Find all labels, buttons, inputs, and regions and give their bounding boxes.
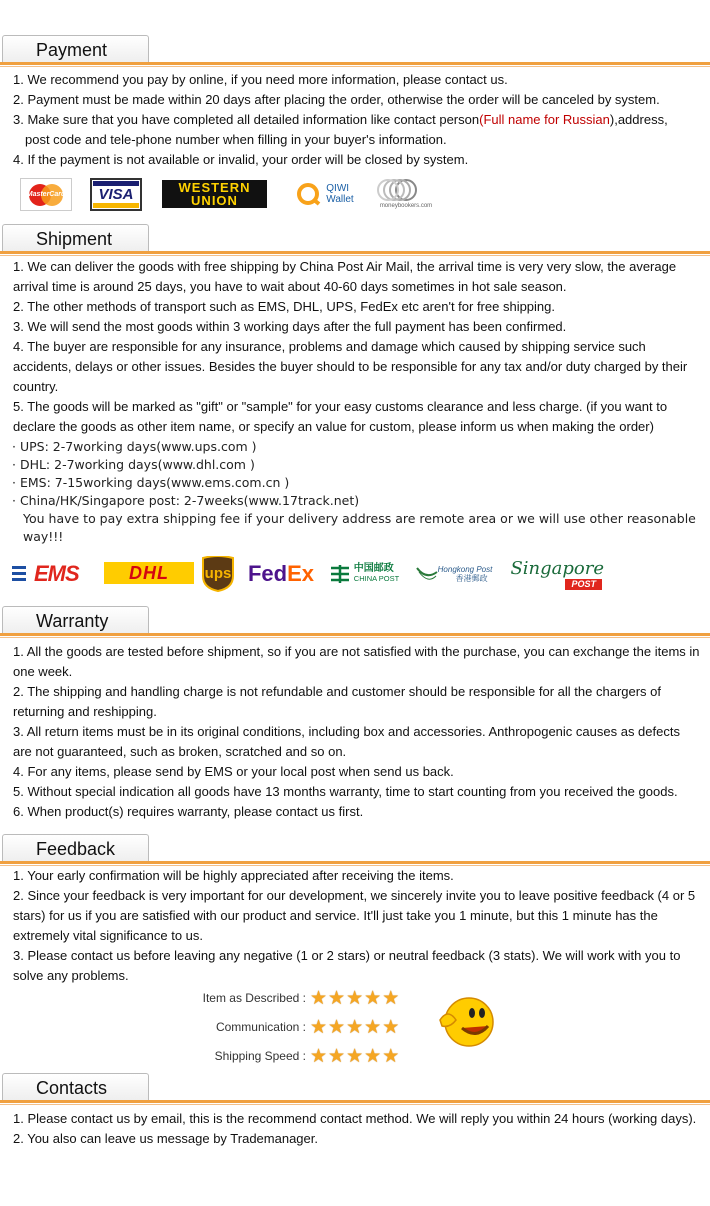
five-star-rating (310, 1018, 399, 1037)
warranty-header (0, 606, 710, 636)
rating-label: Shipping Speed : (214, 1049, 306, 1063)
western-union-logo: WESTERN UNION (162, 180, 267, 208)
shipping-method-ups: · UPS: 2-7working days(www.ups.com ) (12, 439, 257, 454)
warranty-item: 4. For any items, please send by EMS or your local post when send us back. (13, 764, 454, 779)
star-icon: ★ (310, 1016, 328, 1038)
hongkong-post-logo: Hongkong Post 香港郵政 (412, 560, 496, 588)
star-icon: ★ (364, 987, 382, 1009)
shipment-title: Shipment (2, 224, 149, 252)
star-icon: ★ (346, 1045, 364, 1067)
section-divider-thin (0, 255, 710, 256)
star-icon: ★ (346, 1016, 364, 1038)
contacts-title: Contacts (2, 1073, 149, 1101)
section-divider (0, 1100, 710, 1103)
feedback-header (0, 834, 710, 864)
warranty-item: 5. Without special indication all goods have 13 months warranty, time to start counting from you received the goods. (13, 784, 678, 799)
section-divider (0, 251, 710, 254)
warranty-item: 3. All return items must be in its original conditions, including box and accessories. Anthropogenic causes as defects are not guaranteed, such as broken, scratched and so on. (13, 724, 680, 759)
star-icon: ★ (310, 1045, 328, 1067)
star-icon: ★ (346, 987, 364, 1009)
china-post-logo: 中国邮政 CHINA POST (322, 562, 406, 586)
shipment-item: 4. The buyer are responsible for any insurance, problems and damage which caused by shipping service such accidents, delays or other issues. Besides the buyer should to be responsible for any tax and/or duty charged by their country. (13, 339, 688, 394)
shipping-method-post: · China/HK/Singapore post: 2-7weeks(www.17track.net) (12, 493, 360, 508)
mastercard-logo: MasterCard (20, 178, 72, 211)
shipping-methods-list (12, 438, 707, 546)
star-icon: ★ (382, 987, 400, 1009)
star-icon: ★ (364, 1016, 382, 1038)
payment-text (13, 70, 703, 170)
warranty-text (13, 642, 701, 822)
moneybookers-logo: moneybookers.com (374, 176, 438, 212)
shipment-item: 3. We will send the most goods within 3 working days after the full payment has been confirmed. (13, 319, 567, 334)
star-icon: ★ (382, 1045, 400, 1067)
dhl-logo: DHL (104, 562, 194, 584)
smiley-face-icon (436, 994, 496, 1050)
section-divider (0, 861, 710, 864)
five-star-rating (310, 989, 399, 1008)
qiwi-wallet-logo: QIWI Wallet (284, 178, 364, 210)
remote-area-note: You have to pay extra shipping fee if your delivery address are remote area or we will use other reasonable way!!! (23, 511, 696, 544)
rating-label: Item as Described : (202, 991, 306, 1005)
section-divider (0, 633, 710, 636)
feedback-item: 1. Your early confirmation will be highly appreciated after receiving the items. (13, 868, 454, 883)
contacts-text (13, 1109, 701, 1149)
section-divider-thin (0, 66, 710, 67)
shipment-item: 2. The other methods of transport such as EMS, DHL, UPS, FedEx etc aren't for free shipping. (13, 299, 556, 314)
warranty-item: 6. When product(s) requires warranty, please contact us first. (13, 804, 364, 819)
ems-logo: EMS (12, 560, 98, 588)
star-icon: ★ (364, 1045, 382, 1067)
five-star-rating (310, 1047, 399, 1066)
shipment-text (13, 257, 701, 437)
feedback-item: 3. Please contact us before leaving any negative (1 or 2 stars) or neutral feedback (3 stats). We will work with you to solve any problems. (13, 948, 681, 983)
singapore-post-logo: Singapore POST (510, 557, 604, 589)
section-divider (0, 62, 710, 65)
rating-row-communication (180, 1015, 420, 1039)
section-divider-thin (0, 1104, 710, 1105)
shipment-header (0, 224, 710, 254)
section-divider-thin (0, 637, 710, 638)
feedback-item: 2. Since your feedback is very important for our development, we sincerely invite you to leave positive feedback (4 or 5 stars) for us if you are satisfied with our product and service. It'll just take you 1 minute, but this 1 minute has the extremely vital significance to us. (13, 888, 696, 943)
payment-item: post code and tele-phone number when filling in your buyer's information. (25, 132, 447, 147)
contacts-item: 1. Please contact us by email, this is the recommend contact method. We will reply you within 24 hours (working days). (13, 1111, 697, 1126)
warranty-item: 2. The shipping and handling charge is not refundable and customer should be responsible for all the chargers of returning and reshipping. (13, 684, 662, 719)
star-icon: ★ (310, 987, 328, 1009)
payment-item: 3. Make sure that you have completed all detailed information like contact person(Full name for Russian),address, (13, 112, 668, 127)
star-icon: ★ (382, 1016, 400, 1038)
visa-logo: VISA (90, 178, 142, 211)
highlight-red-text: (Full name for Russian (479, 112, 610, 127)
payment-item: 2. Payment must be made within 20 days after placing the order, otherwise the order will be canceled by system. (13, 92, 660, 107)
rating-label: Communication : (215, 1020, 306, 1034)
fedex-logo: Fed Ex (247, 561, 315, 586)
shipping-method-dhl: · DHL: 2-7working days(www.dhl.com ) (12, 457, 255, 472)
payment-title: Payment (2, 35, 149, 63)
warranty-title: Warranty (2, 606, 149, 634)
payment-item: 4. If the payment is not available or invalid, your order will be closed by system. (13, 152, 469, 167)
payment-item: 1. We recommend you pay by online, if you need more information, please contact us. (13, 72, 508, 87)
shipping-method-ems: · EMS: 7-15working days(www.ems.com.cn ) (12, 475, 290, 490)
shipment-item: 5. The goods will be marked as "gift" or "sample" for your easy customs clearance and less charge. (if you want to declare the goods as other item name, or specify an value for custom, please inform us when making the order) (13, 399, 668, 434)
shipment-item: 1. We can deliver the goods with free shipping by China Post Air Mail, the arrival time is very very slow, the average arrival time is around 25 days, you have to wait about 40-60 days sometimes in hot sale season. (13, 259, 677, 294)
star-icon: ★ (328, 987, 346, 1009)
rating-row-item-described (180, 986, 420, 1010)
rating-row-shipping-speed (180, 1044, 420, 1068)
payment-header (0, 35, 710, 65)
warranty-item: 1. All the goods are tested before shipment, so if you are not satisfied with the purchase, you can exchange the items in one week. (13, 644, 700, 679)
ups-logo: ups (200, 556, 236, 592)
star-icon: ★ (328, 1016, 346, 1038)
contacts-item: 2. You also can leave us message by Trademanager. (13, 1131, 318, 1146)
star-icon: ★ (328, 1045, 346, 1067)
feedback-title: Feedback (2, 834, 149, 862)
contacts-header (0, 1073, 710, 1103)
feedback-text (13, 866, 701, 986)
